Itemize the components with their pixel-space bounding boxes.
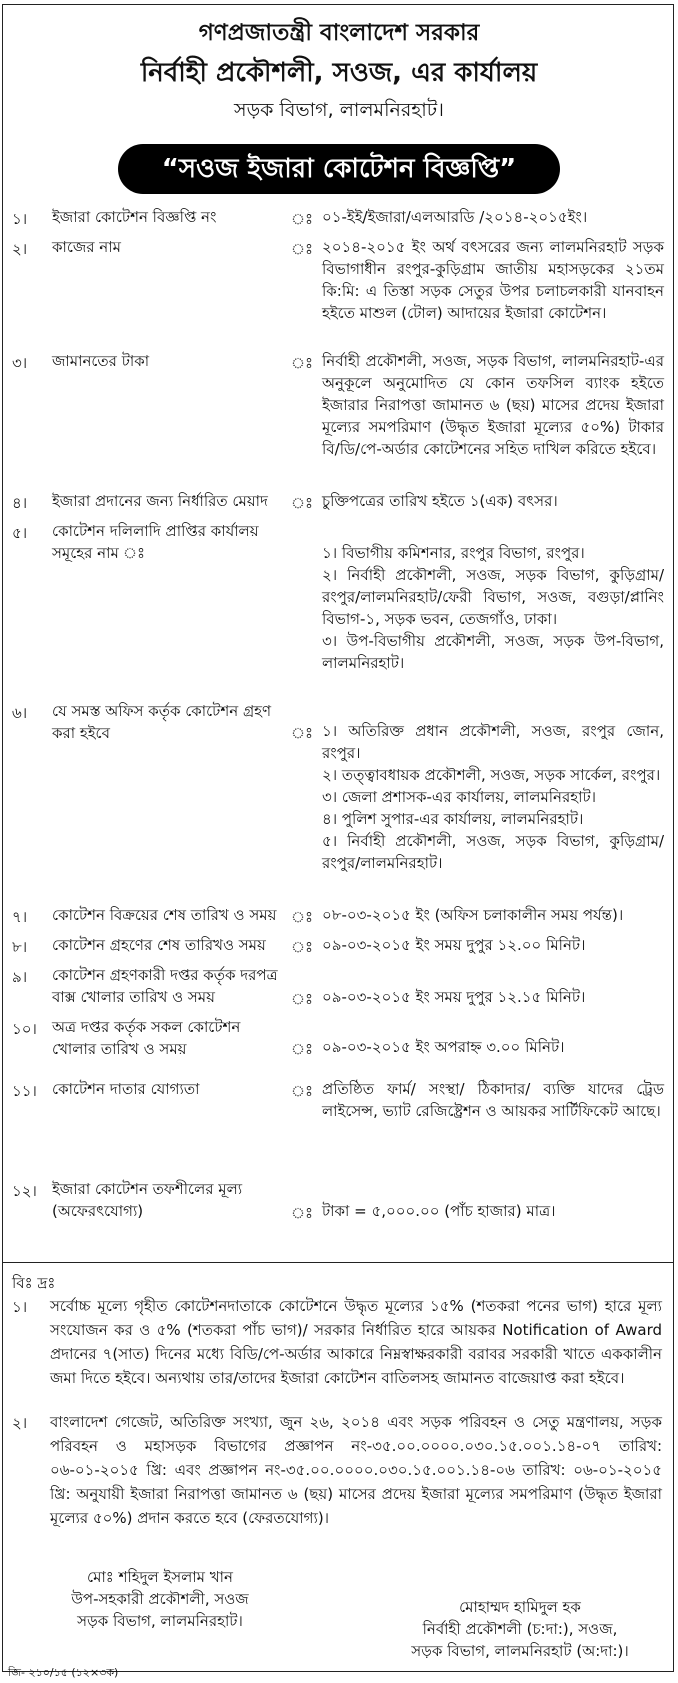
item-value: ০৯-০৩-২০১৫ ইং সময় দুপুর ১২.০০ মিনিট। <box>322 936 586 954</box>
notes-heading: বিঃ দ্রঃ <box>12 1274 56 1292</box>
item-value: ০১-ইই/ইজারা/এলআরডি /২০১৪-২০১৫ইং। <box>322 208 588 226</box>
item-number: ৯। <box>12 968 28 986</box>
item-value: টাকা = ৫,০০০.০০ (পাঁচ হাজার) মাত্র। <box>322 1202 556 1220</box>
item-value: ০৯-০৩-২০১৫ ইং সময় দুপুর ১২.১৫ মিনিট। <box>322 988 586 1006</box>
item-label: কোটেশন দলিলাদি প্রাপ্তির কার্যালয় সমূহের নাম ঃ <box>52 522 259 562</box>
notice-title: “সওজ ইজারা কোটেশন বিজ্ঞপ্তি” <box>118 144 560 194</box>
office-heading: নির্বাহী প্রকৌশলী, সওজ, এর কার্যালয় <box>140 58 538 88</box>
item-number: ১১। <box>12 1082 37 1100</box>
item-value: প্রতিষ্ঠিত ফার্ম/ সংস্থা/ ঠিকাদার/ ব্যক্তি যাদের ট্রেড লাইসেন্স, ভ্যাট রেজিষ্ট্রেশন ও আয়কর সার্টিফিকেট আছে। <box>322 1080 664 1120</box>
item-label: যে সমস্ত অফিস কর্তৃক কোটেশন গ্রহণ করা হইবে <box>52 702 272 742</box>
item-colon: ঃ <box>291 908 314 926</box>
note-text: বাংলাদেশ গেজেট, অতিরিক্ত সংখ্যা, জুন ২৬, ২০১৪ এবং সড়ক পরিবহন ও সেতু মন্ত্রণালয়, সড়ক পরিবহন ও মহাসড়ক বিভাগের প্রজ্ঞাপন নং-৩৫.০০.০০০০.০৩০.১৫.০০১.১৪-০৭ তারিখ: ০৬-০১-২০১৫ খ্রি: এবং প্রজ্ঞাপন নং-৩৫.০০.০০০০.০৩০.১৫.০০১.১৪-০৬ তারিখ: ০৬-০১-২০১৫ খ্রি: অনুযায়ী ইজারা নিরাপত্তা জামানত ৬ (ছয়) মাসের প্রদেয় ইজারা মূল্যের সমপরিমাণ (উদ্ধৃত ইজারা মূল্যের ৫০%) প্রদান করতে হবে (ফেরতযোগ্য)। <box>50 1413 662 1527</box>
item-label: ইজারা কোটেশন বিজ্ঞপ্তি নং <box>52 208 217 226</box>
item-number: ৭। <box>12 908 28 926</box>
item-label: কোটেশন দাতার যোগ্যতা <box>52 1080 200 1098</box>
item-colon: ঃ <box>291 1204 314 1222</box>
item-label: কোটেশন বিক্রয়ের শেষ তারিখ ও সময় <box>52 906 277 924</box>
item-colon: ঃ <box>291 354 314 372</box>
item-number: ২। <box>12 240 28 258</box>
item-value: ০৮-০৩-২০১৫ ইং (অফিস চলাকালীন সময় পর্যন্ত)। <box>322 906 624 924</box>
footer-code: জি- ২১০/১৫ (১২×৩ক) <box>8 1666 119 1679</box>
item-label: অত্র দপ্তর কর্তৃক সকল কোটেশন খোলার তারিখ ও সময় <box>52 1018 241 1058</box>
item-colon: ঃ <box>291 1082 314 1100</box>
item-value: ০৯-০৩-২০১৫ ইং অপরাহ্ন ৩.০০ মিনিট। <box>322 1038 565 1056</box>
item-value: ২০১৪-২০১৫ ইং অর্থ বৎসরের জন্য লালমনিরহাট সড়ক বিভাগাধীন রংপুর-কুড়িগ্রাম জাতীয় মহাসড়কের ২১তম কি:মি: এ তিস্তা সড়ক সেতুর উপর চলাচলকারী যানবাহন হইতে মাশুল (টোল) আদায়ের ইজারা কোটেশন। <box>322 238 664 322</box>
item-value: ১। অতিরিক্ত প্রধান প্রকৌশলী, সওজ, রংপুর জোন, রংপুর। ২। তত্ত্বাবধায়ক প্রকৌশলী, সওজ, সড়ক সার্কেল, রংপুর। ৩। জেলা প্রশাসক-এর কার্যালয়, লালমনিরহাট। ৪। পুলিশ সুপার-এর কার্যালয়, লালমনিরহাট। ৫। নির্বাহী প্রকৌশলী, সওজ, সড়ক বিভাগ, কুড়িগ্রাম/রংপুর/লালমনিরহাট। <box>322 722 664 872</box>
item-label: কোটেশন গ্রহণের শেষ তারিখও সময় <box>52 936 266 954</box>
govt-heading: গণপ্রজাতন্ত্রী বাংলাদেশ সরকার <box>198 20 480 46</box>
item-value: চুক্তিপত্রের তারিখ হইতে ১(এক) বৎসর। <box>322 492 558 510</box>
item-number: ১২। <box>12 1182 37 1200</box>
item-colon: ঃ <box>291 240 314 258</box>
item-label: জামানতের টাকা <box>52 352 150 370</box>
item-number: ১। <box>12 210 28 228</box>
item-colon: ঃ <box>291 724 314 742</box>
item-value: নির্বাহী প্রকৌশলী, সওজ, সড়ক বিভাগ, লালমনিরহাট-এর অনুকূলে অনুমোদিত যে কোন তফসিল ব্যাংক হইতে ইজারার নিরাপত্তা জামানত ৬ (ছয়) মাসের প্রদেয় ইজারা মূল্যের সমপরিমাণ (উদ্ধৃত ইজারা মূল্যের ৫০%) টাকার বি/ডি/পে-অর্ডার কোটেশনের সহিত দাখিল করিতে হইবে। <box>322 352 664 458</box>
item-value: ১। বিভাগীয় কমিশনার, রংপুর বিভাগ, রংপুর। ২। নির্বাহী প্রকৌশলী, সওজ, সড়ক বিভাগ, কুড়িগ্রাম/ রংপুর/লালমনিরহাট/ফেরী বিভাগ, সওজ, বগুড়া/প্লানিং বিভাগ-১, সড়ক ভবন, তেজগাঁও, ঢাকা। ৩। উপ-বিভাগীয় প্রকৌশলী, সওজ, সড়ক উপ-বিভাগ, লালমনিরহাট। <box>322 544 664 672</box>
item-number: ৪। <box>12 494 28 512</box>
section-divider <box>3 1262 673 1263</box>
division-heading: সড়ক বিভাগ, লালমনিরহাট। <box>234 99 444 121</box>
item-colon: ঃ <box>291 1040 314 1058</box>
signature-left: মোঃ শহিদুল ইসলাম খান উপ-সহকারী প্রকৌশলী, সওজ সড়ক বিভাগ, লালমনিরহাট। <box>71 1568 249 1630</box>
item-number: ৮। <box>12 938 28 956</box>
item-number: ৬। <box>12 704 28 722</box>
item-label: ইজারা প্রদানের জন্য নির্ধারিত মেয়াদ <box>52 492 268 510</box>
note-text: সর্বোচ্চ মূল্যে গৃহীত কোটেশনদাতাকে কোটেশনে উদ্ধৃত মূল্যের ১৫% (শতকরা পনের ভাগ) হারে মূল্য সংযোজন কর ও ৫% (শতকরা পাঁচ ভাগ)/ সরকার নির্ধারিত হারে আয়কর Notification of Award প্রদানের ৭(সাত) দিনের মধ্যে বিডি/পে-অর্ডার আকারে নিম্নস্বাক্ষরকারী বরাবর সরকারী খাতে এককালীন জমা দিতে হইবে। অন্যথায় তার/তাদের ইজারা কোটেশন বাতিলসহ জামানত বাজেয়াপ্ত করা হইবে। <box>50 1297 662 1387</box>
item-colon: ঃ <box>291 210 314 228</box>
signature-right: মোহাম্মদ হামিদুল হক নির্বাহী প্রকৌশলী (চ:দা:), সওজ, সড়ক বিভাগ, লালমনিরহাট (অ:দা:)। <box>411 1598 629 1660</box>
item-label: কাজের নাম <box>52 238 121 256</box>
item-number: ৫। <box>12 524 28 542</box>
item-colon: ঃ <box>291 938 314 956</box>
item-number: ১০। <box>12 1020 37 1038</box>
item-colon: ঃ <box>291 990 314 1008</box>
item-number: ৩। <box>12 354 28 372</box>
item-label: ইজারা কোটেশন তফশীলের মূল্য (অফেরৎযোগ্য) <box>52 1180 243 1220</box>
item-colon: ঃ <box>291 494 314 512</box>
note-number: ২। <box>12 1414 28 1432</box>
item-label: কোটেশন গ্রহণকারী দপ্তর কর্তৃক দরপত্র বাক্স খোলার তারিখ ও সময় <box>52 966 278 1006</box>
note-number: ১। <box>12 1298 28 1316</box>
